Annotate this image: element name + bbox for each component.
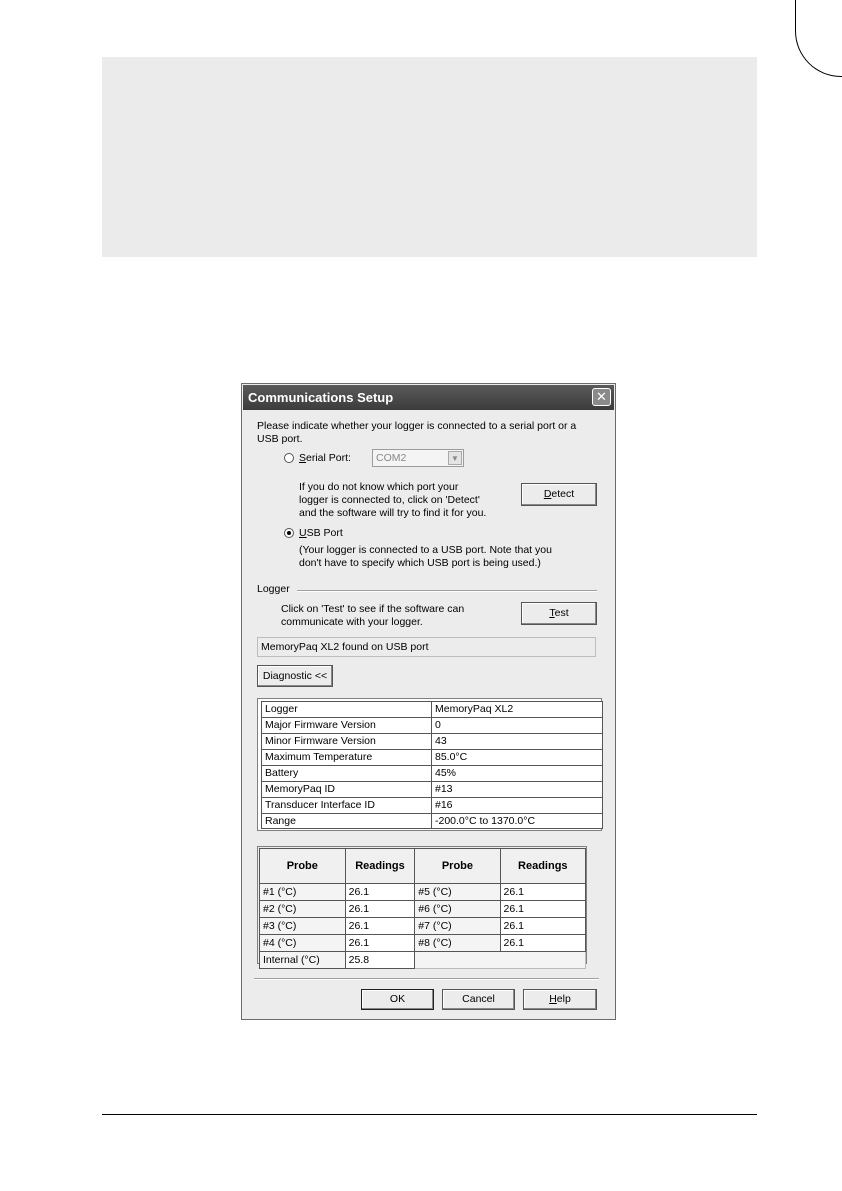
usb-port-radio[interactable] bbox=[284, 528, 294, 538]
detect-button[interactable] bbox=[521, 483, 597, 506]
footer-rule bbox=[102, 1114, 757, 1115]
info-key: Transducer Interface ID bbox=[261, 797, 431, 813]
diagnostic-button-label: Diagnostic << bbox=[262, 670, 328, 682]
status-text: MemoryPaq XL2 found on USB port bbox=[261, 641, 429, 653]
empty-cell bbox=[415, 952, 586, 969]
ok-label: OK bbox=[389, 993, 406, 1005]
readings-header-2: Readings bbox=[500, 849, 585, 884]
logger-hint-line-1: Click on 'Test' to see if the software can bbox=[281, 603, 465, 615]
probe-panel bbox=[257, 846, 587, 964]
info-value: 0 bbox=[431, 717, 603, 733]
serial-port-combo-value: COM2 bbox=[376, 452, 407, 464]
page-edge-tab bbox=[795, 0, 842, 77]
serial-port-label[interactable] bbox=[299, 452, 351, 465]
probe-label: #5 (°C) bbox=[415, 884, 500, 901]
internal-value: 25.8 bbox=[345, 952, 415, 969]
usb-port-label[interactable] bbox=[299, 527, 343, 540]
status-box bbox=[257, 637, 596, 657]
info-key: Logger bbox=[261, 701, 431, 717]
communications-setup-dialog bbox=[241, 383, 616, 1020]
test-label-rest: est bbox=[554, 607, 569, 619]
probe-header-2: Probe bbox=[415, 849, 500, 884]
serial-port-label-rest: erial Port: bbox=[306, 452, 351, 464]
title-bar[interactable] bbox=[243, 385, 614, 410]
serial-port-mnemonic: S bbox=[299, 452, 307, 464]
serial-port-combo[interactable] bbox=[372, 449, 464, 467]
cancel-button[interactable] bbox=[442, 989, 515, 1010]
serial-port-radio[interactable] bbox=[284, 453, 294, 463]
logger-hint bbox=[281, 603, 464, 629]
info-key: Major Firmware Version bbox=[261, 717, 431, 733]
usb-hint-line-2: don't have to specify which USB port is being used.) bbox=[299, 557, 541, 569]
internal-label: Internal (°C) bbox=[260, 952, 346, 969]
probe-label: #1 (°C) bbox=[260, 884, 346, 901]
table-row bbox=[260, 935, 586, 952]
logger-hint-line-2: communicate with your logger. bbox=[281, 616, 423, 628]
probe-label: #4 (°C) bbox=[260, 935, 346, 952]
intro-text bbox=[257, 420, 576, 446]
logger-separator bbox=[297, 590, 597, 592]
probe-table-body bbox=[260, 884, 586, 969]
info-value: -200.0°C to 1370.0°C bbox=[431, 813, 603, 829]
info-key: Battery bbox=[261, 765, 431, 781]
info-key: MemoryPaq ID bbox=[261, 781, 431, 797]
ok-button[interactable] bbox=[361, 989, 434, 1010]
readings-header-1: Readings bbox=[345, 849, 415, 884]
reading-value: 26.1 bbox=[345, 884, 415, 901]
detect-label-rest: etect bbox=[551, 488, 575, 500]
serial-hint bbox=[299, 481, 486, 520]
test-button[interactable] bbox=[521, 602, 597, 625]
gray-shaded-box bbox=[102, 57, 757, 257]
help-mnemonic: H bbox=[549, 993, 557, 1005]
table-row bbox=[260, 918, 586, 935]
info-key: Minor Firmware Version bbox=[261, 733, 431, 749]
info-value: 43 bbox=[431, 733, 603, 749]
diagnostic-button[interactable] bbox=[257, 665, 333, 687]
cancel-label: Cancel bbox=[462, 993, 495, 1005]
help-button[interactable] bbox=[523, 989, 597, 1010]
reading-value: 26.1 bbox=[500, 884, 585, 901]
reading-value: 26.1 bbox=[345, 935, 415, 952]
probe-label: #3 (°C) bbox=[260, 918, 346, 935]
info-key: Maximum Temperature bbox=[261, 749, 431, 765]
reading-value: 26.1 bbox=[500, 935, 585, 952]
help-label-rest: elp bbox=[556, 993, 571, 1005]
reading-value: 26.1 bbox=[500, 918, 585, 935]
serial-hint-line-3: and the software will try to find it for you. bbox=[299, 507, 487, 519]
info-value: #13 bbox=[431, 781, 603, 797]
bottom-separator bbox=[254, 978, 599, 980]
reading-value: 26.1 bbox=[345, 901, 415, 918]
serial-hint-line-2: logger is connected to, click on 'Detect' bbox=[299, 494, 480, 506]
probe-label: #7 (°C) bbox=[415, 918, 500, 935]
usb-port-mnemonic: U bbox=[299, 527, 307, 539]
serial-hint-line-1: If you do not know which port your bbox=[299, 481, 459, 493]
reading-value: 26.1 bbox=[345, 918, 415, 935]
probe-label: #2 (°C) bbox=[260, 901, 346, 918]
info-key: Range bbox=[261, 813, 431, 829]
probe-header-1: Probe bbox=[260, 849, 346, 884]
detect-mnemonic: D bbox=[543, 488, 552, 500]
dialog-title: Communications Setup bbox=[248, 390, 394, 405]
usb-hint-line-1: (Your logger is connected to a USB port. Note that you bbox=[299, 544, 552, 556]
logger-info-grid bbox=[261, 701, 603, 829]
probe-table bbox=[259, 848, 586, 969]
info-value: 45% bbox=[431, 765, 603, 781]
logger-info-panel bbox=[257, 698, 602, 831]
info-value: MemoryPaq XL2 bbox=[431, 701, 603, 717]
chevron-down-icon[interactable]: ▼ bbox=[448, 451, 462, 465]
table-row bbox=[260, 884, 586, 901]
probe-label: #8 (°C) bbox=[415, 935, 500, 952]
close-icon[interactable]: ✕ bbox=[592, 388, 611, 406]
probe-label: #6 (°C) bbox=[415, 901, 500, 918]
info-value: #16 bbox=[431, 797, 603, 813]
logger-heading: Logger bbox=[257, 583, 290, 595]
table-row bbox=[260, 952, 586, 969]
intro-line-2: USB port. bbox=[257, 433, 303, 445]
reading-value: 26.1 bbox=[500, 901, 585, 918]
test-mnemonic: T bbox=[549, 607, 555, 619]
intro-line-1: Please indicate whether your logger is connected to a serial port or a bbox=[257, 420, 577, 432]
usb-hint bbox=[299, 544, 552, 570]
usb-port-label-rest: SB Port bbox=[306, 527, 343, 539]
table-row bbox=[260, 901, 586, 918]
info-value: 85.0°C bbox=[431, 749, 603, 765]
